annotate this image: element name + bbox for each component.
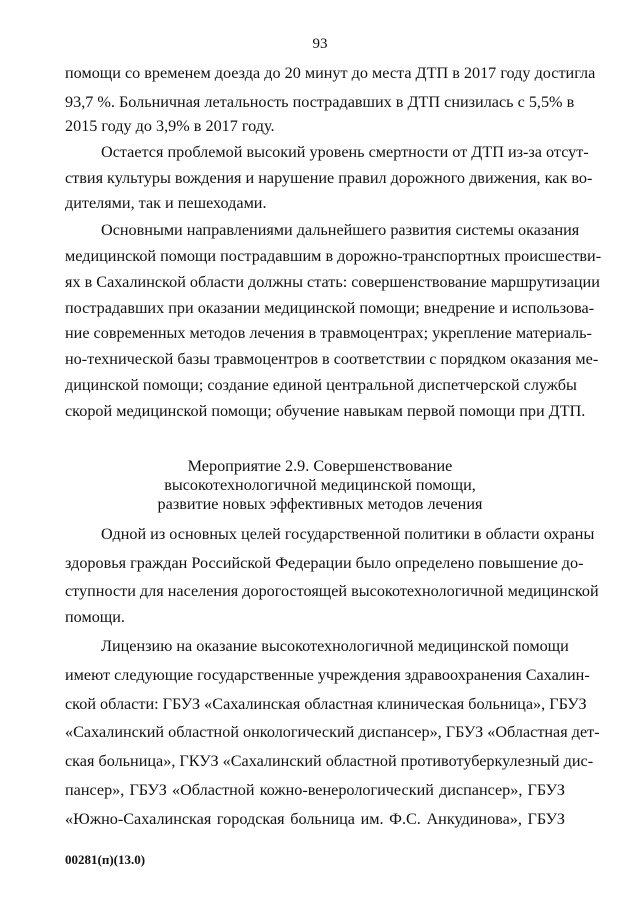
text-line: медицинской помощи пострадавшим в дорожно-транспортных происшестви- <box>65 247 602 265</box>
text-line: ствия культуры вождения и нарушение правил дорожного движения, как во- <box>65 169 593 187</box>
text-line: пансер», ГБУЗ «Областной кожно-венерологический диспансер», ГБУЗ <box>65 781 565 799</box>
section-heading-line: высокотехнологичной медицинской помощи, <box>164 476 476 494</box>
text-line: Остается проблемой высокий уровень смертности от ДТП из-за отсут- <box>101 143 589 161</box>
page-number: 93 <box>312 36 328 52</box>
text-line: ние современных методов лечения в травмоцентрах; укрепление материаль- <box>65 324 592 342</box>
text-line: здоровья граждан Российской Федерации было определено повышение до- <box>65 554 584 572</box>
text-line: помощи со временем доезда до 20 минут до места ДТП в 2017 году достигла <box>65 64 596 82</box>
text-line: дителями, так и пешеходами. <box>65 194 267 212</box>
text-line: ях в Сахалинской области должны стать: совершенствование маршрутизации <box>65 273 600 291</box>
text-line: «Южно-Сахалинская городская больница им. Ф.С. Анкудинова», ГБУЗ <box>65 810 565 828</box>
document-code: 00281(п)(13.0) <box>65 852 146 867</box>
text-line: имеют следующие государственные учреждения здравоохранения Сахалин- <box>65 666 590 684</box>
text-line: 2015 году до 3,9% в 2017 году. <box>65 117 275 135</box>
text-line: Одной из основных целей государственной политики в области охраны <box>101 525 595 543</box>
text-line: скорой медицинской помощи; обучение навыкам первой помощи при ДТП. <box>65 402 586 420</box>
text-line: Основными направлениями дальнейшего развития системы оказания <box>101 221 580 239</box>
section-heading-line: Мероприятие 2.9. Совершенствование <box>187 457 453 475</box>
text-line: «Сахалинский областной онкологический диспансер», ГБУЗ «Областная дет- <box>65 723 600 741</box>
text-line: ская больница», ГКУЗ «Сахалинский областной противотуберкулезный дис- <box>65 752 594 770</box>
text-line: помощи. <box>65 608 125 626</box>
text-line: ской области: ГБУЗ «Сахалинская областная клиническая больница», ГБУЗ <box>65 695 587 713</box>
text-line: пострадавших при оказании медицинской помощи; внедрение и использова- <box>65 299 595 317</box>
text-line: 93,7 %. Больничная летальность пострадавших в ДТП снизилась с 5,5% в <box>65 93 575 111</box>
text-line: Лицензию на оказание высокотехнологичной медицинской помощи <box>101 637 569 655</box>
text-line: но-технической базы травмоцентров в соответствии с порядком оказания ме- <box>65 350 599 368</box>
text-line: дицинской помощи; создание единой центральной диспетчерской службы <box>65 376 577 394</box>
section-heading-line: развитие новых эффективных методов лечения <box>157 495 483 513</box>
text-line: ступности для населения дорогостоящей высокотехнологичной медицинской <box>65 582 599 600</box>
